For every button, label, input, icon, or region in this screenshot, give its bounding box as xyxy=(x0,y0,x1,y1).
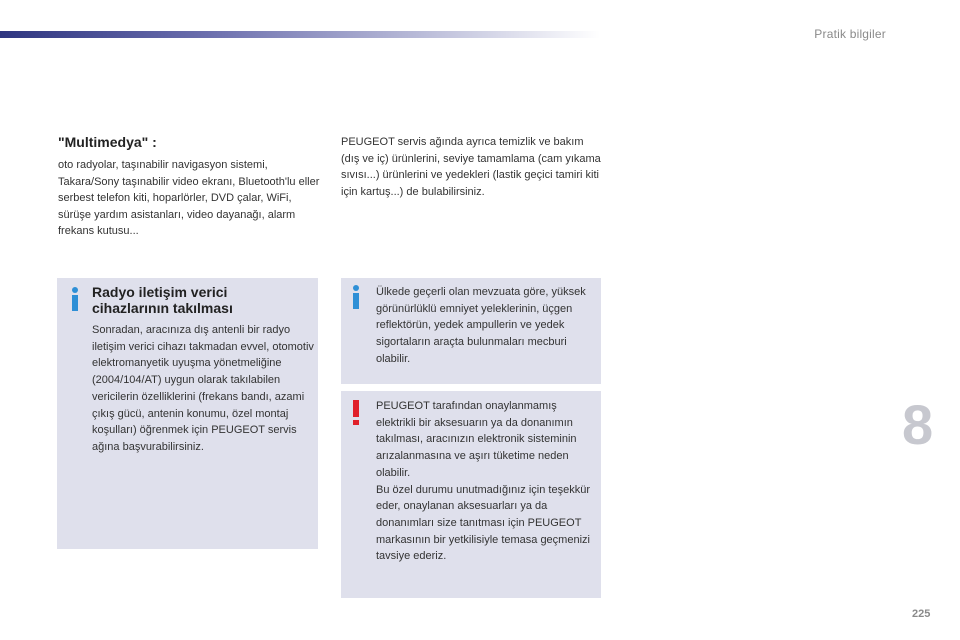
page-number: 225 xyxy=(912,608,931,620)
multimedia-heading: "Multimedya" : xyxy=(58,134,157,150)
warning-box-body xyxy=(376,398,598,565)
info-box-country-body: Ülkede geçerli olan mevzuata göre, yüksek görünürlüklü emniyet yeleklerinin, üçgen reflektörün, yedek ampullerin ve yedek sigortaların araçta bulunmaları mecburi olabilir. xyxy=(376,286,586,365)
warning-box-body-1: PEUGEOT tarafından onaylanmamış elektrikli bir aksesuarın ya da donanımın takılması, aracınızın elektronik sisteminin arızalanmasına ve aşırı tüketime neden olabilir. xyxy=(376,400,577,479)
warning-box-body-2: Bu özel durumu unutmadığınız için teşekkür eder, onaylanan aksesuarları ya da donanımları size tanıtması için PEUGEOT markasının bir yetkilisiyle temasa geçmenizi tavsiye ederiz. xyxy=(376,483,591,563)
info-box-radio-title: Radyo iletişim verici cihazlarının takılması xyxy=(92,284,233,316)
info-box-radio-body: Sonradan, aracınıza dış antenli bir radyo iletişim verici cihazı takmadan evvel, otomotiv elektromanyetik uyuşma yönetmeliğine (2004/104/AT) uygun olarak takılabilen vericilerin özelliklerini (frekans bandı, azami çıkış gücü, antenin konumu, özel montaj koşulları) öğrenmek için PEUGEOT servis ağına başvurabilirsiniz. xyxy=(92,324,314,453)
service-paragraph: PEUGEOT servis ağında ayrıca temizlik ve bakım (dış ve iç) ürünlerini, seviye tamamlama (cam yıkama sıvısı...) ürünlerini ve yedekleri (lastik geçici tamiri kiti için kartuş...) de bulabilirsiniz. xyxy=(341,136,601,198)
header-gradient-bar xyxy=(0,31,600,38)
section-title: Pratik bilgiler xyxy=(814,27,886,41)
chapter-number: 8 xyxy=(902,393,934,456)
multimedia-body: oto radyolar, taşınabilir navigasyon sistemi, Takara/Sony taşınabilir video ekranı, Bluetooth'lu eller serbest telefon kiti, hoparlörler, DVD çalar, WiFi, sürüşe yardım asistanları, video dayanağı, alarm frekans kutusu... xyxy=(58,159,320,238)
